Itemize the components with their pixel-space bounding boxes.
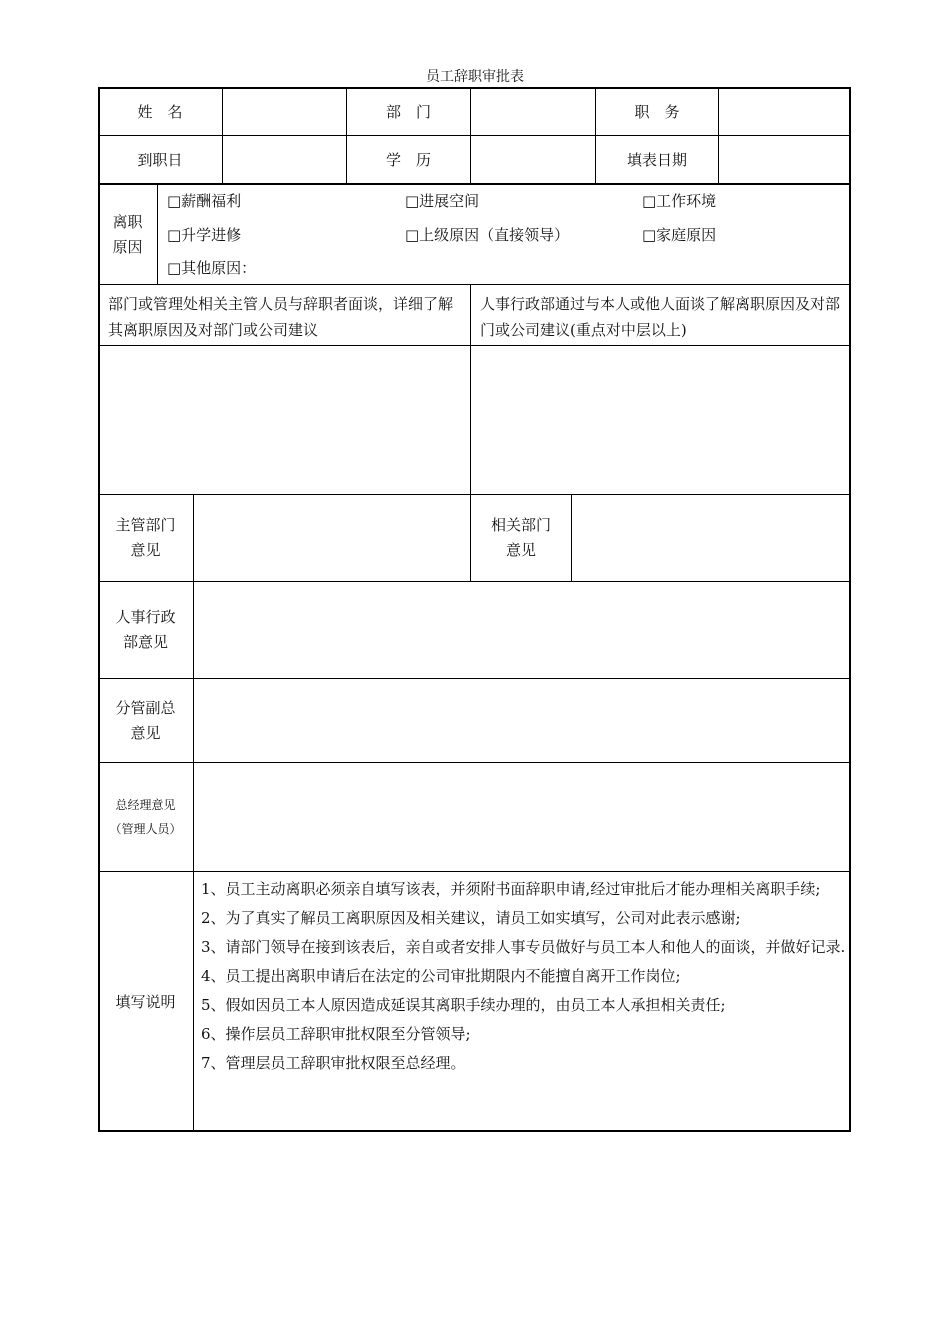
- position-field[interactable]: [719, 88, 849, 135]
- gm-opinion-line2: （管理人员）: [109, 822, 182, 836]
- instruction-item: 5、假如因员工本人原因造成延误其离职手续办理的，由员工本人承担相关责任;: [201, 996, 726, 1014]
- hire-date-field[interactable]: [223, 136, 346, 183]
- dept-opinion-label: [98, 495, 193, 581]
- row-divider: [98, 871, 851, 872]
- interview-right-header: 人事行政部通过与本人或他人面谈了解离职原因及对部门或公司建议(重点对中层以上): [480, 295, 841, 339]
- position-label: 职 务: [634, 102, 680, 121]
- reason-option-family[interactable]: □家庭原因: [642, 226, 717, 244]
- related-opinion-label: [471, 495, 571, 581]
- reason-option-study[interactable]: □升学进修: [167, 226, 242, 244]
- gm-opinion-label: [98, 763, 193, 871]
- hr-opinion-field[interactable]: [194, 582, 849, 678]
- reason-label-line2: 原因: [112, 237, 143, 256]
- related-opinion-field[interactable]: [572, 495, 849, 581]
- education-field[interactable]: [471, 136, 595, 183]
- vp-opinion-line2: 意见: [130, 723, 161, 742]
- instruction-item: 2、为了真实了解员工离职原因及相关建议，请员工如实填写，公司对此表示感谢;: [201, 909, 741, 927]
- instruction-item: 6、操作层员工辞职审批权限至分管领导;: [201, 1025, 471, 1043]
- name-field[interactable]: [223, 88, 346, 135]
- gm-opinion-field[interactable]: [194, 763, 849, 871]
- interview-left-header: 部门或管理处相关主管人员与辞职者面谈，详细了解其离职原因及对部门或公司建议: [108, 295, 454, 339]
- hr-opinion-label: [98, 582, 193, 678]
- reason-option-salary[interactable]: □薪酬福利: [167, 192, 242, 210]
- hr-opinion-line1: 人事行政: [115, 608, 176, 626]
- department-label: 部 门: [385, 102, 431, 121]
- hire-date-label: 到职日: [137, 151, 183, 169]
- vp-opinion-label: [98, 679, 193, 762]
- col-divider: [157, 184, 158, 285]
- education-label: 学 历: [385, 151, 431, 169]
- instructions-list: [201, 875, 846, 1078]
- reason-option-environment[interactable]: □工作环境: [642, 192, 717, 210]
- fill-date-label: 填表日期: [626, 151, 687, 169]
- instruction-item: 3、请部门领导在接到该表后，亲自或者安排人事专员做好与员工本人和他人的面谈，并做好记录.: [201, 938, 846, 956]
- reason-label: [98, 185, 157, 284]
- reason-option-other[interactable]: □其他原因：: [167, 259, 257, 277]
- interview-left-field[interactable]: [99, 346, 470, 494]
- row-divider: [98, 284, 851, 285]
- instructions-label: 填写说明: [115, 992, 176, 1011]
- instruction-item: 4、员工提出离职申请后在法定的公司审批期限内不能擅自离开工作岗位;: [201, 967, 681, 985]
- dept-opinion-line1: 主管部门: [115, 516, 176, 534]
- dept-opinion-line2: 意见: [130, 541, 161, 559]
- related-opinion-line2: 意见: [505, 541, 536, 559]
- department-field[interactable]: [471, 88, 595, 135]
- dept-opinion-field[interactable]: [194, 495, 470, 581]
- instruction-item: 7、管理层员工辞职审批权限至总经理。: [201, 1054, 466, 1072]
- reason-option-supervisor[interactable]: □上级原因（直接领导）: [405, 226, 570, 244]
- fill-date-field[interactable]: [719, 136, 849, 183]
- reason-option-development[interactable]: □进展空间: [405, 192, 480, 210]
- gm-opinion-line1: 总经理意见: [115, 798, 176, 812]
- name-label: 姓 名: [137, 102, 183, 121]
- reason-label-line1: 离职: [112, 212, 143, 231]
- hr-opinion-line2: 部意见: [122, 633, 168, 651]
- form-title: 员工辞职审批表: [426, 69, 524, 85]
- interview-right-field[interactable]: [471, 346, 849, 494]
- vp-opinion-field[interactable]: [194, 679, 849, 762]
- vp-opinion-line1: 分管副总: [115, 698, 176, 717]
- row-divider: [98, 183, 851, 185]
- related-opinion-line1: 相关部门: [490, 516, 551, 534]
- instruction-item: 1、员工主动离职必须亲自填写该表，并须附书面辞职申请,经过审批后才能办理相关离职手续;: [201, 880, 821, 898]
